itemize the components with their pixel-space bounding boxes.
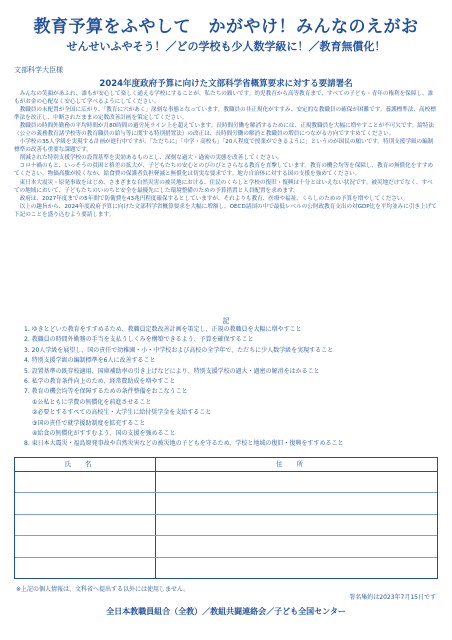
demand-subitem: ①公私ともに学費の無償化を前進させること [32,398,152,406]
signature-row [15,472,437,493]
signature-row [15,536,437,557]
address-field[interactable] [156,536,437,556]
address-field[interactable] [156,515,437,535]
demand-item: 4. 特別支援学級の編制標準を6人に改善すること [24,357,156,365]
demands-list [24,325,438,450]
signature-table-header [15,458,437,472]
demand-item: 6. 私学の教育条件向上のため、経常費助成を増やすこと [24,378,176,386]
main-slogan: 教育予算をふやして かがやけ！みんなのえがお [33,17,419,37]
name-field[interactable] [15,515,156,535]
demand-item: 8. 東日本大震災・福島原発事故や自然災害などの被災地の子どもを守るため、学校と地域の復旧・復興をすすめること [24,440,344,448]
demand-item: 7. 教育の機会均等を保障するための条件整備をおこなうこと [24,388,188,396]
name-field[interactable] [15,558,156,579]
demand-subitem: ②必要とするすべての高校生・大学生に給付奨学金を支給すること [32,409,212,417]
ki-heading: 記 [222,317,230,325]
demand-subitem: ③国の責任で就学援助制度を拡充すること [32,419,146,427]
name-field[interactable] [15,493,156,513]
demand-item: 2. 教職員の時間外勤務の手当を支払うしくみを構築できるよう、予算を確保すること [24,336,254,344]
signature-row [15,558,437,579]
address-field[interactable] [156,472,437,492]
body-paragraph: 小学校の35人学級を実現する計画が進行中ですが、「ただちに」「中学・高校も」「20人程度で授業ができるように」というのが国民の願いです。特別支援学級の編制標準の改善も重要な課題です。 [14,139,434,154]
signature-row [15,515,437,536]
body-paragraph: コロナ禍のもと、いっそうの貧困と格差の拡大が、子どもたちの安心とのびのびとさらなる教育を直撃しています。教育の機会均等を保障し、教育の無償化をすすめてください。物価高騰が続くなか、給食費の保護者負担軽減と無償化は切実な要求です。地方自治体に対する国の支援を強めてください。 [14,163,434,178]
body-paragraph: 以上の趣旨から、2024年度政府予算に向けた文部科学省概算要求を大幅に増額し、OECD諸国の中で最低レベルの公財政教育支出の対GDP比を平均並みに引き上げて下記のことを盛り込むよう要請します。 [14,203,437,218]
name-field[interactable] [15,472,156,492]
body-paragraph: 教職員の未配置が全国に広がり、「教育に穴があく」深刻な事態となっています。教職員の非正規化がすすみ、安定的な教職員の確保が困難です。養護標準法、高校標準法を改正し、中断されたままの定数改善計画を策定してください。 [14,107,436,122]
demand-item: 5. 設置基準の既存校適用、国庫補助率の引き上げなどにより、特別支援学校の過大・過密の解消をはかること [24,367,320,375]
organizations-footer: 全日本教職員組合（全教）／教組共闘連絡会／子ども全国センター [106,607,346,616]
signature-row [15,493,437,514]
name-column-header: 氏名 [15,458,156,471]
body-paragraph: 教職員の時間外勤務の平均時間が月80時間の過労死ライン上を超えています。長時間労働を解消するためには、正規教職員を大幅に増やすことが不可欠です。給特法（公立の義務教育諸学校等の教育職員の給与等に関する特別措置法）の改正は、長時間労働の解消と教職員の増員につながる方向ですすめてください。 [14,123,434,138]
demand-item: 1. ゆきとどいた教育をすすめるため、教職員定数改善計画を策定し、正規の教職員を大幅に増やすこと [24,326,302,333]
body-paragraph: 東日本大震災・原発事故をはじめ、さまざまな自然災害の被災地における、住民のくらしと学校の復旧・復興は十分とはいえない状況です。被災地だけでなく、すべての地域において、子どもたちのいのちと安全を最優先にした環境整備のための予算措置と人員配置を求めます。 [14,179,433,194]
address-column-header: 住所 [276,460,317,468]
signature-table [14,457,438,579]
address-field[interactable] [156,493,437,513]
body-paragraph: 政府は、2027年度までの5年間で防衛費を43兆円程度確保するとしていますが、それよりも教育、医療や福祉、くらしのための予算を増やしてください。 [19,195,409,202]
demand-subitem: ④給食の無償化がすすむよう、国の支援を強めること [32,430,176,438]
document-title: 2024年度政府予算に向けた文部科学省概算要求に対する要請署名 [99,79,353,89]
body-paragraph: みんなの笑顔があふれ、誰もが安心して楽しく通える学校にすることが、私たちの願いです。幼児教育から高等教育まで、すべての子ども・青年の権利を保障し、誰もがお金の心配なく安心して学べるようにしてください。 [14,91,434,106]
address-field[interactable] [156,558,437,579]
demand-item: 3. 20人学級を展望し、国の責任で幼稚園・小・中学校および高校の全学年で、ただちに少人数学級を実現すること [24,346,334,354]
addressee: 文部科学大臣様 [14,66,63,74]
sub-slogan: せんせいふやそう！／どの学校も少人数学級に！／教育無償化！ [66,40,386,53]
deadline-note: 署名集約は2023年7月15日です [349,594,436,601]
privacy-note: ※上記の個人情報は、文科省へ提出する以外には使用しません。 [16,586,190,593]
body-paragraph: 削減された特別支援学校の設置基準を実効あるものとし、深刻な過大・過密の実態を改善してください。 [19,155,283,162]
petition-body [14,90,438,219]
name-field[interactable] [15,536,156,556]
